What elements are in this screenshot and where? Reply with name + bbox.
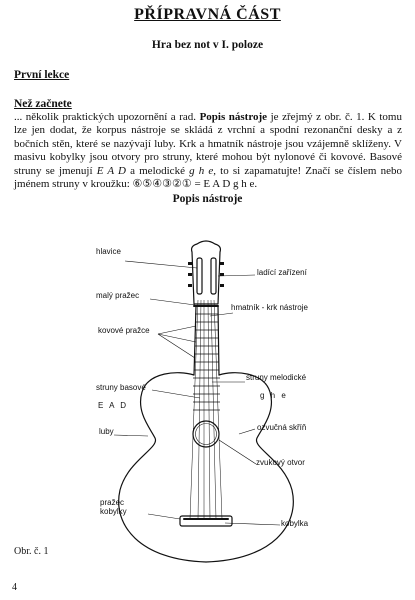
paragraph-italic: g h e bbox=[189, 164, 214, 177]
tuner-peg bbox=[188, 284, 192, 287]
page-title: PŘÍPRAVNÁ ČÁST bbox=[134, 6, 281, 23]
body-outline bbox=[119, 373, 294, 562]
label-melody-strings: struny melodické bbox=[246, 373, 307, 382]
label-saddle-line1: pražec bbox=[100, 498, 125, 507]
label-fingerboard: hmatník - krk nástroje bbox=[231, 303, 308, 312]
leader-line bbox=[158, 326, 196, 334]
section-heading: Než začnete bbox=[14, 98, 72, 110]
paragraph-text: je zřejmý z obr. č. 1. K tomu lze jen dodat, že korpus nástroje se skládá z vrchní a spodní rezonanční desky a z bočních stěn, které se nazývají luby. Krk a hmatník nástroje jsou vzájemně sklíženy. V masivu kobylky jsou otvory pro struny, které mohou být nylonové či kovové. Basové struny se jmenují bbox=[14, 111, 402, 177]
leader-line bbox=[114, 435, 148, 436]
figure-title: Popis nástroje bbox=[172, 193, 243, 205]
leader-line bbox=[152, 390, 200, 398]
label-frets: kovové pražce bbox=[98, 326, 150, 335]
soundhole-rosette bbox=[196, 424, 217, 445]
tuner-peg bbox=[220, 262, 224, 265]
label-head: hlavice bbox=[96, 247, 121, 256]
label-tuner: ladící zařízení bbox=[257, 268, 307, 277]
leader-line bbox=[225, 523, 280, 525]
leader-line bbox=[150, 299, 195, 305]
tuner-peg bbox=[188, 262, 192, 265]
leader-line bbox=[210, 313, 233, 316]
label-bass-notes: E A D bbox=[98, 401, 129, 410]
page-number: 4 bbox=[12, 582, 17, 593]
label-nut: malý pražec bbox=[96, 291, 140, 300]
paragraph-text: a melodické bbox=[125, 164, 190, 177]
tuner-peg bbox=[220, 273, 224, 276]
lesson-heading: První lekce bbox=[14, 69, 70, 81]
tuner-peg bbox=[188, 273, 192, 276]
label-body: ozvučná skříň bbox=[257, 423, 307, 432]
tuner-slot-right bbox=[211, 258, 216, 294]
label-melody-notes: g h e bbox=[260, 391, 288, 400]
paragraph-text: , to si zapamatujte! Značí se číslem nebo jménem struny v kroužku: ⑥⑤④③②① = E A D g h e. bbox=[14, 164, 402, 191]
page-subtitle: Hra bez not v I. poloze bbox=[151, 39, 264, 51]
paragraph-bold: Popis nástroje bbox=[199, 111, 268, 123]
tuner-slot-left bbox=[197, 258, 202, 294]
label-saddle-line2: kobylky bbox=[100, 507, 127, 516]
string bbox=[198, 300, 201, 519]
label-saddle bbox=[100, 498, 127, 516]
string bbox=[190, 300, 198, 519]
leader-line bbox=[219, 440, 256, 464]
label-soundhole: zvukový otvor bbox=[256, 458, 305, 467]
paragraph-italic: E A D bbox=[96, 164, 126, 177]
figure-caption: Obr. č. 1 bbox=[14, 546, 49, 557]
soundhole-ring bbox=[193, 421, 219, 447]
leader-line bbox=[125, 261, 197, 268]
label-bass-strings: struny basové bbox=[96, 383, 146, 392]
paragraph-text: ... několik praktických upozornění a rad. bbox=[14, 111, 200, 123]
label-sides: luby bbox=[99, 427, 114, 436]
leader-line bbox=[239, 429, 255, 434]
string bbox=[208, 300, 210, 519]
tuner-peg bbox=[220, 284, 224, 287]
leader-line bbox=[148, 514, 180, 519]
label-bridge: kobylka bbox=[281, 519, 309, 528]
bridge-shape bbox=[180, 516, 232, 526]
